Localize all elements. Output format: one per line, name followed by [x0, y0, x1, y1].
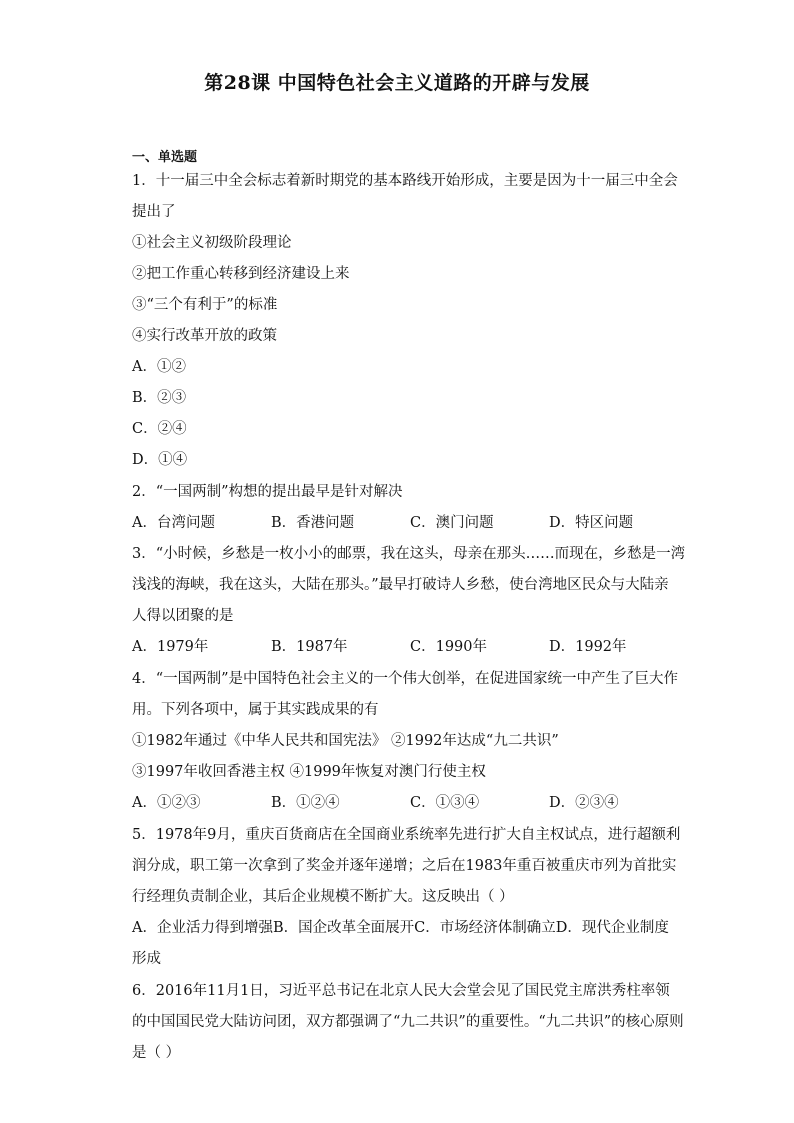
q6-stem-line1: 6．2016年11月1日，习近平总书记在北京人民大会堂会见了国民党主席洪秀柱率领	[132, 983, 670, 999]
q2-option-a: A．台湾问题	[132, 515, 215, 531]
q3-stem-line3: 人得以团聚的是	[132, 608, 234, 624]
q1-stem-line1: 1．十一届三中全会标志着新时期党的基本路线开始形成，主要是因为十一届三中全会	[132, 173, 678, 189]
q2-option-d: D．特区问题	[549, 515, 634, 531]
q4-items-line1: ①1982年通过《中华人民共和国宪法》 ②1992年达成“九二共识”	[132, 733, 559, 749]
q5-options-wrap: 形成	[132, 951, 161, 967]
page-title: 第28课 中国特色社会主义道路的开辟与发展	[204, 72, 590, 94]
q3-stem-line2: 浅浅的海峡，我在这头，大陆在那头。”最早打破诗人乡愁，使台湾地区民众与大陆亲	[132, 577, 669, 593]
q1-option-b: B．②③	[132, 390, 187, 406]
q1-item-3: ③“三个有利于”的标准	[132, 297, 278, 313]
q5-stem-line1: 5．1978年9月，重庆百货商店在全国商业系统率先进行扩大自主权试点，进行超额利	[132, 827, 681, 843]
q3-option-c: C．1990年	[410, 639, 487, 655]
q6-stem-line3: 是（ ）	[132, 1045, 181, 1061]
section-heading: 一、单选题	[132, 150, 198, 165]
q3-option-a: A．1979年	[132, 639, 209, 655]
q4-option-b: B．①②④	[271, 795, 340, 811]
q1-item-1: ①社会主义初级阶段理论	[132, 235, 292, 251]
q4-option-a: A．①②③	[132, 795, 201, 811]
q5-stem-line2: 润分成，职工第一次拿到了奖金并逐年递增；之后在1983年重百被重庆市列为首批实	[132, 858, 677, 874]
q1-option-c: C．②④	[132, 421, 187, 437]
q4-items-line2: ③1997年收回香港主权 ④1999年恢复对澳门行使主权	[132, 764, 486, 780]
q3-option-b: B．1987年	[271, 639, 348, 655]
q3-stem-line1: 3．“小时候，乡愁是一枚小小的邮票，我在这头，母亲在那头……而现在，乡愁是一湾	[132, 546, 686, 562]
q5-options-line: A．企业活力得到增强B．国企改革全面展开C．市场经济体制确立D．现代企业制度	[132, 920, 669, 936]
q3-option-d: D．1992年	[549, 639, 627, 655]
q1-item-4: ④实行改革开放的政策	[132, 328, 277, 344]
q2-option-b: B．香港问题	[271, 515, 355, 531]
q4-stem-line1: 4．“一国两制”是中国特色社会主义的一个伟大创举，在促进国家统一中产生了巨大作	[132, 671, 679, 687]
q2-option-c: C．澳门问题	[410, 515, 494, 531]
q4-stem-line2: 用。下列各项中，属于其实践成果的有	[132, 702, 379, 718]
q6-stem-line2: 的中国国民党大陆访问团，双方都强调了“九二共识”的重要性。“九二共识”的核心原则	[132, 1014, 684, 1030]
q1-item-2: ②把工作重心转移到经济建设上来	[132, 266, 350, 282]
q1-option-a: A．①②	[132, 359, 186, 375]
q1-stem-line2: 提出了	[132, 204, 176, 220]
q4-option-c: C．①③④	[410, 795, 480, 811]
q4-option-d: D．②③④	[549, 795, 619, 811]
q5-stem-line3: 行经理负责制企业，其后企业规模不断扩大。这反映出（ ）	[132, 889, 514, 905]
q2-stem: 2．“一国两制”构想的提出最早是针对解决	[132, 484, 403, 500]
q1-option-d: D．①④	[132, 452, 188, 468]
